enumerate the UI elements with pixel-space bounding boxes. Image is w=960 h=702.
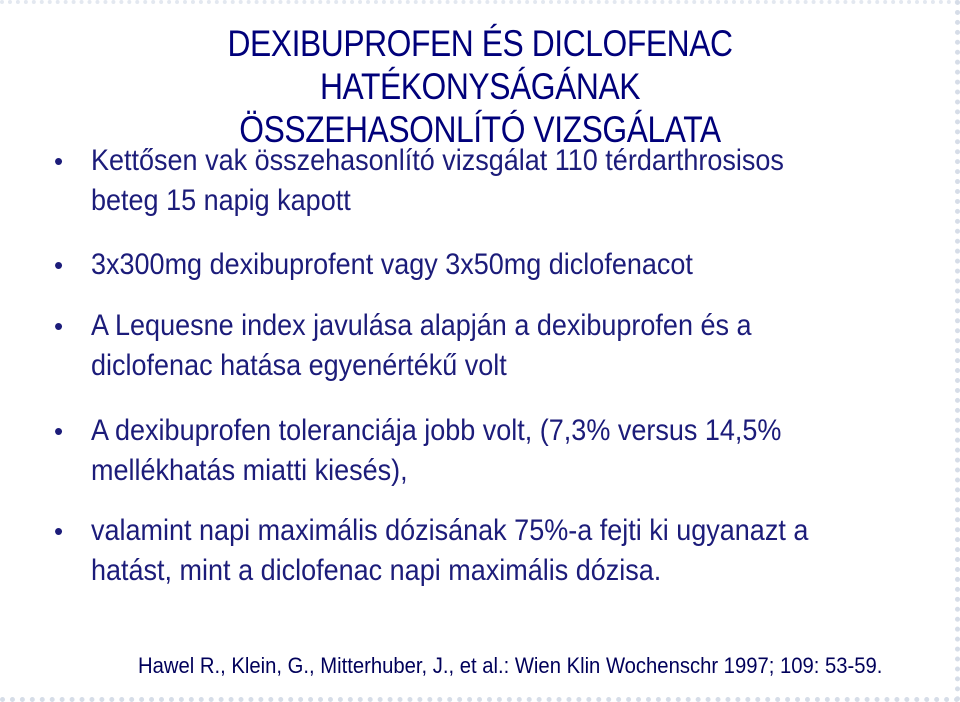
bullet-text: valamint napi maximális dózisának 75%-a fejti ki ugyanazt a hatást, mint a diclofenac napi maximális dózisa. [91, 514, 809, 587]
bullet-text: Kettősen vak összehasonlító vizsgálat 110 térdarthrosisos beteg 15 napig kapott [91, 144, 784, 217]
citation-reference: Hawel R., Klein, G., Mitterhuber, J., et al.: Wien Klin Wochenschr 1997; 109: 53-59. [138, 653, 883, 678]
slide-title-line-1: DEXIBUPROFEN ÉS DICLOFENAC HATÉKONYSÁGÁNAK [227, 23, 733, 107]
bullet-dot-icon: • [54, 416, 64, 446]
bullet-dot-icon: • [54, 146, 64, 176]
bullet-dot-icon: • [54, 250, 64, 280]
slide-title [67, 22, 893, 151]
bullet-text: 3x300mg dexibuprofent vagy 3x50mg diclofenacot [91, 248, 693, 281]
slide-title-line-2: ÖSSZEHASONLÍTÓ VIZSGÁLATA [239, 109, 721, 150]
bullet-dot-icon: • [54, 516, 64, 546]
bullet-text: A Lequesne index javulása alapján a dexibuprofen és a diclofenac hatása egyenértékű volt [91, 309, 752, 382]
bullet-dot-icon: • [54, 311, 64, 341]
bullet-text: A dexibuprofen toleranciája jobb volt, (7,3% versus 14,5% mellékhatás miatti kiesés), [91, 414, 782, 487]
